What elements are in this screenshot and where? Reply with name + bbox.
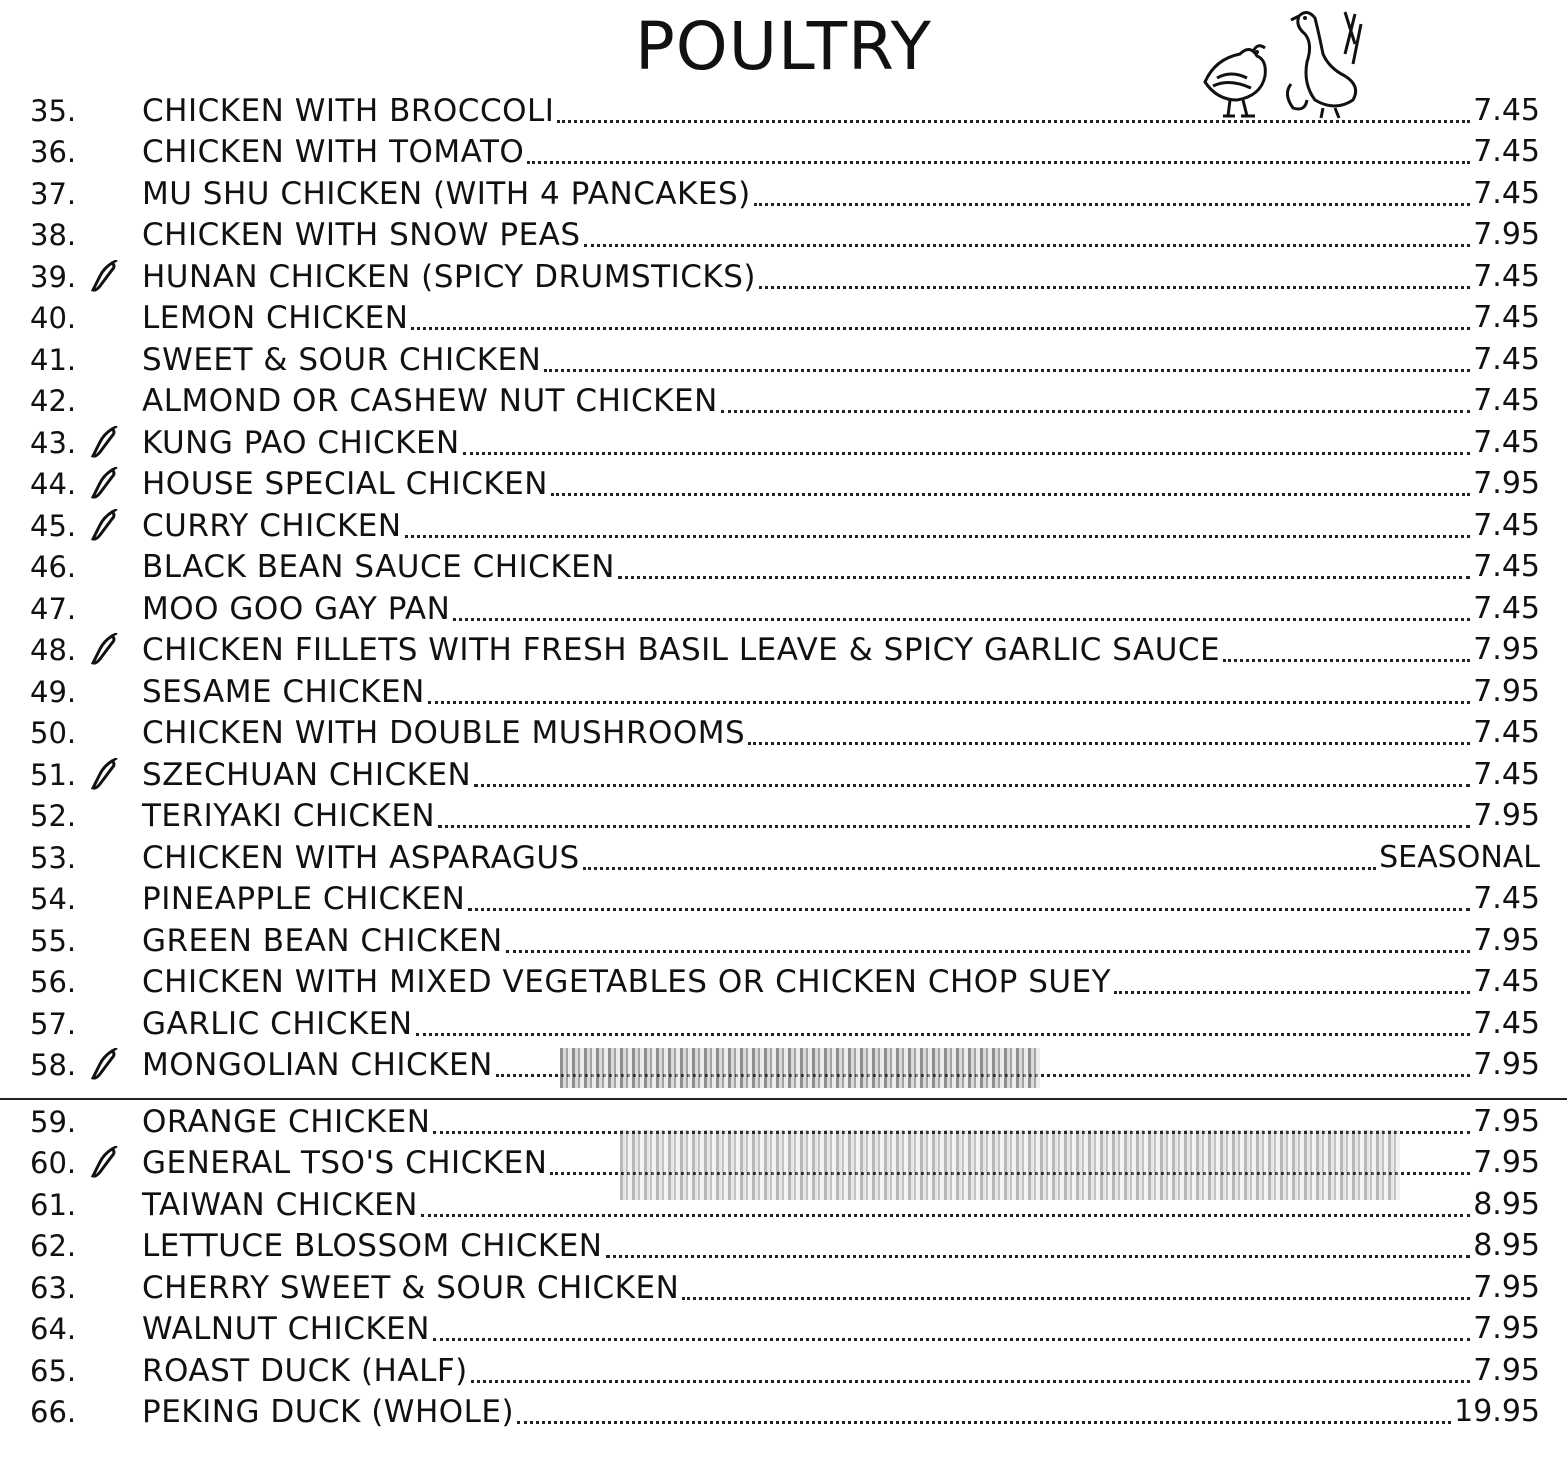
item-number: 49. — [30, 674, 77, 709]
pepper-icon — [90, 465, 142, 503]
item-number: 51. — [30, 757, 77, 792]
menu-list — [30, 88, 1540, 1431]
item-number: 54. — [30, 882, 77, 916]
dot-leader — [471, 1379, 1470, 1383]
item-price: SEASONAL — [1379, 839, 1540, 875]
menu-item — [30, 462, 1540, 504]
item-price: 7.45 — [1473, 300, 1540, 335]
dot-leader — [517, 1420, 1451, 1424]
item-number: 40. — [30, 301, 77, 335]
item-name: GENERAL TSO'S CHICKEN — [142, 1145, 548, 1181]
pepper-icon — [90, 258, 142, 296]
pepper-slot — [90, 92, 142, 130]
pepper-slot — [90, 673, 142, 711]
menu-item — [30, 877, 1540, 919]
pepper-icon — [90, 756, 142, 794]
item-name: GREEN BEAN CHICKEN — [142, 922, 503, 959]
item-name: ROAST DUCK (HALF) — [142, 1352, 468, 1389]
pepper-slot — [90, 1352, 142, 1390]
item-price: 7.45 — [1473, 134, 1540, 169]
pepper-slot — [90, 1186, 142, 1224]
item-number: 38. — [30, 218, 77, 252]
item-number: 66. — [30, 1395, 77, 1429]
item-price: 7.45 — [1473, 549, 1540, 584]
item-name: PEKING DUCK (WHOLE) — [142, 1394, 515, 1430]
pepper-icon — [90, 631, 142, 669]
dot-leader — [527, 160, 1470, 164]
dot-leader — [405, 534, 1471, 538]
item-name: MOO GOO GAY PAN — [142, 590, 451, 627]
dot-leader — [468, 907, 1470, 911]
menu-item — [30, 545, 1540, 587]
menu-item — [30, 669, 1540, 711]
menu-item — [30, 1001, 1540, 1043]
pepper-icon — [90, 507, 142, 545]
item-number: 60. — [30, 1146, 77, 1180]
item-price: 7.45 — [1473, 881, 1540, 916]
item-number: 57. — [30, 1006, 77, 1041]
dot-leader — [682, 1296, 1470, 1300]
item-name: TERIYAKI CHICKEN — [142, 798, 436, 834]
item-name: CHICKEN WITH ASPARAGUS — [142, 839, 580, 876]
item-price: 7.95 — [1473, 673, 1540, 709]
pepper-icon — [90, 424, 142, 462]
menu-item — [30, 296, 1540, 338]
pepper-slot — [90, 1103, 142, 1141]
item-name: CHERRY SWEET & SOUR CHICKEN — [142, 1269, 680, 1306]
item-name: ALMOND OR CASHEW NUT CHICKEN — [142, 383, 718, 419]
item-number: 42. — [30, 384, 77, 418]
pepper-slot — [90, 839, 142, 877]
item-price: 7.95 — [1473, 1269, 1540, 1305]
dot-leader — [1114, 990, 1470, 994]
item-name: CHICKEN WITH DOUBLE MUSHROOMS — [142, 715, 746, 751]
item-number: 47. — [30, 591, 77, 626]
item-price: 7.45 — [1473, 715, 1540, 750]
item-name: TAIWAN CHICKEN — [142, 1186, 418, 1223]
item-number: 61. — [30, 1187, 77, 1222]
item-number: 63. — [30, 1270, 77, 1305]
menu-item — [30, 918, 1540, 960]
item-number: 39. — [30, 259, 77, 294]
dot-leader — [606, 1254, 1471, 1258]
item-name: MU SHU CHICKEN (WITH 4 PANCAKES) — [142, 175, 751, 212]
menu-item — [30, 960, 1540, 1002]
item-price: 7.95 — [1473, 466, 1540, 501]
dot-leader — [618, 575, 1470, 579]
pepper-slot — [90, 1393, 142, 1431]
menu-item — [30, 711, 1540, 753]
item-number: 50. — [30, 716, 77, 750]
item-price: 7.95 — [1473, 217, 1540, 252]
item-price: 7.45 — [1473, 590, 1540, 626]
menu-item — [30, 794, 1540, 836]
item-number: 65. — [30, 1353, 77, 1388]
dot-leader — [474, 783, 1470, 787]
section-title: POULTRY — [634, 8, 932, 85]
item-name: HOUSE SPECIAL CHICKEN — [142, 466, 548, 502]
pepper-slot — [90, 880, 142, 918]
item-price: 7.45 — [1473, 341, 1540, 377]
item-name: KUNG PAO CHICKEN — [142, 424, 460, 461]
menu-item — [30, 1348, 1540, 1390]
item-price: 8.95 — [1473, 1228, 1540, 1263]
item-price: 7.95 — [1473, 632, 1540, 667]
item-price: 7.95 — [1473, 1103, 1540, 1139]
dot-leader — [453, 617, 1470, 621]
item-name: LETTUCE BLOSSOM CHICKEN — [142, 1228, 603, 1264]
item-name: SESAME CHICKEN — [142, 673, 425, 710]
item-number: 62. — [30, 1229, 77, 1263]
item-number: 35. — [30, 93, 77, 128]
item-price: 7.45 — [1473, 964, 1540, 999]
menu-item — [30, 213, 1540, 255]
menu-item — [30, 835, 1540, 877]
item-number: 56. — [30, 965, 77, 999]
item-number: 58. — [30, 1048, 77, 1082]
menu-item — [30, 752, 1540, 794]
pepper-slot — [90, 1310, 142, 1348]
item-name: CHICKEN WITH SNOW PEAS — [142, 217, 581, 253]
pepper-slot — [90, 797, 142, 835]
dot-leader — [557, 119, 1470, 123]
item-price: 7.45 — [1473, 92, 1540, 128]
item-name: MONGOLIAN CHICKEN — [142, 1047, 493, 1083]
item-number: 45. — [30, 508, 77, 543]
dot-leader — [544, 368, 1470, 372]
item-name: GARLIC CHICKEN — [142, 1005, 413, 1042]
menu-item — [30, 1390, 1540, 1432]
print-smudge — [620, 1130, 1400, 1200]
item-number: 36. — [30, 135, 77, 169]
menu-item — [30, 130, 1540, 172]
dot-leader — [754, 202, 1470, 206]
pepper-slot — [90, 175, 142, 213]
item-name: SZECHUAN CHICKEN — [142, 756, 472, 793]
pepper-slot — [90, 1005, 142, 1043]
item-number: 46. — [30, 550, 77, 584]
item-name: LEMON CHICKEN — [142, 300, 409, 336]
item-number: 59. — [30, 1104, 77, 1139]
dot-leader — [759, 285, 1470, 289]
pepper-slot — [90, 590, 142, 628]
item-name: BLACK BEAN SAUCE CHICKEN — [142, 549, 615, 585]
menu-item — [30, 1265, 1540, 1307]
menu-item — [30, 254, 1540, 296]
pepper-slot — [90, 1269, 142, 1307]
item-price: 7.95 — [1473, 1047, 1540, 1082]
item-number: 48. — [30, 633, 77, 667]
item-number: 41. — [30, 342, 77, 377]
menu-item — [30, 503, 1540, 545]
item-name: CURRY CHICKEN — [142, 507, 402, 544]
pepper-slot — [90, 299, 142, 337]
item-name: PINEAPPLE CHICKEN — [142, 881, 466, 917]
pepper-slot — [90, 341, 142, 379]
item-name: WALNUT CHICKEN — [142, 1311, 430, 1347]
pepper-slot — [90, 382, 142, 420]
dot-leader — [421, 1213, 1470, 1217]
pepper-slot — [90, 1227, 142, 1265]
item-name: CHICKEN WITH BROCCOLI — [142, 92, 555, 129]
menu-item — [30, 586, 1540, 628]
dot-leader — [584, 243, 1471, 247]
item-price: 7.95 — [1473, 798, 1540, 833]
menu-item — [30, 420, 1540, 462]
item-price: 7.95 — [1473, 1311, 1540, 1346]
pepper-slot — [90, 133, 142, 171]
item-number: 52. — [30, 799, 77, 833]
menu-item — [30, 1224, 1540, 1266]
menu-item — [30, 337, 1540, 379]
item-number: 43. — [30, 425, 77, 460]
item-name: ORANGE CHICKEN — [142, 1103, 431, 1140]
menu-item — [30, 88, 1540, 130]
menu-item — [30, 1307, 1540, 1349]
dot-leader — [583, 866, 1376, 870]
item-name: CHICKEN FILLETS WITH FRESH BASIL LEAVE & SPICY GARLIC SAUCE — [142, 632, 1221, 668]
item-number: 37. — [30, 176, 77, 211]
item-price: 8.95 — [1473, 1186, 1540, 1222]
pepper-slot — [90, 548, 142, 586]
item-price: 7.45 — [1473, 1005, 1540, 1041]
pepper-icon — [90, 1144, 142, 1182]
section-divider — [0, 1098, 1567, 1100]
item-number: 53. — [30, 840, 77, 875]
item-price: 7.45 — [1473, 756, 1540, 792]
pepper-slot — [90, 963, 142, 1001]
dot-leader — [748, 741, 1470, 745]
item-price: 7.45 — [1473, 507, 1540, 543]
item-name: CHICKEN WITH MIXED VEGETABLES OR CHICKEN CHOP SUEY — [142, 964, 1112, 1000]
dot-leader — [411, 326, 1470, 330]
item-price: 7.45 — [1473, 175, 1540, 211]
item-price: 7.45 — [1473, 424, 1540, 460]
dot-leader — [721, 409, 1470, 413]
item-price: 7.45 — [1473, 258, 1540, 294]
item-name: HUNAN CHICKEN (SPICY DRUMSTICKS) — [142, 258, 756, 295]
item-price: 7.95 — [1473, 922, 1540, 958]
print-smudge — [560, 1048, 1040, 1088]
item-number: 44. — [30, 467, 77, 501]
item-price: 7.95 — [1473, 1352, 1540, 1388]
item-name: SWEET & SOUR CHICKEN — [142, 341, 542, 378]
pepper-slot — [90, 714, 142, 752]
item-name: CHICKEN WITH TOMATO — [142, 134, 525, 170]
pepper-slot — [90, 216, 142, 254]
dot-leader — [438, 824, 1470, 828]
item-price: 19.95 — [1454, 1394, 1540, 1429]
item-price: 7.95 — [1473, 1145, 1540, 1180]
item-price: 7.45 — [1473, 383, 1540, 418]
pepper-slot — [90, 922, 142, 960]
item-number: 55. — [30, 923, 77, 958]
dot-leader — [506, 949, 1470, 953]
dot-leader — [463, 451, 1470, 455]
menu-item — [30, 628, 1540, 670]
dot-leader — [1223, 658, 1470, 662]
menu-item — [30, 171, 1540, 213]
dot-leader — [551, 492, 1470, 496]
pepper-icon — [90, 1046, 142, 1084]
menu-item — [30, 379, 1540, 421]
dot-leader — [433, 1337, 1470, 1341]
dot-leader — [428, 700, 1470, 704]
dot-leader — [416, 1032, 1471, 1036]
item-number: 64. — [30, 1312, 77, 1346]
